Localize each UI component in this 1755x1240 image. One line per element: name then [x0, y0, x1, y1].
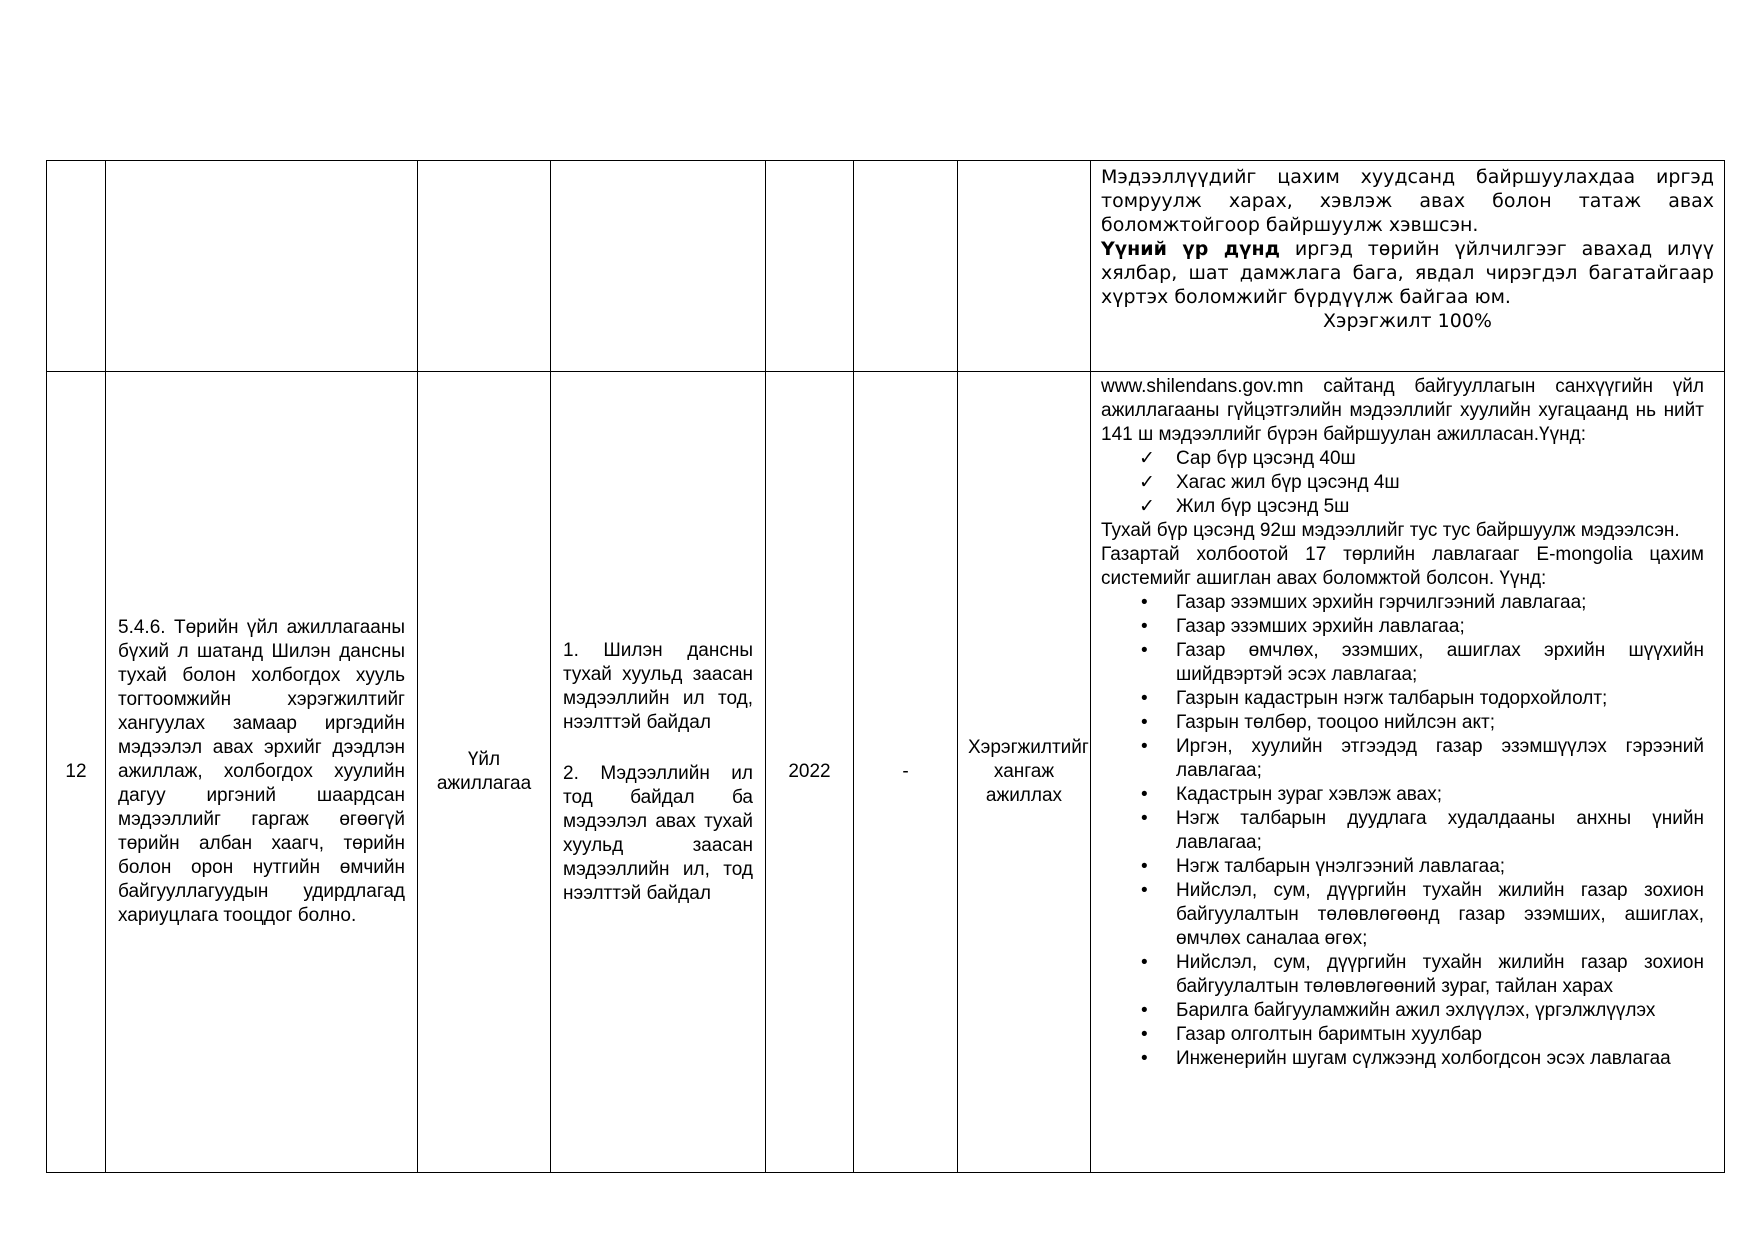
list-item: • Газар өмчлөх, эзэмших, ашиглах эрхийн шүүхийн шийдвэртэй эсэх лавлагаа; — [1141, 640, 1704, 685]
list-item: • Инженерийн шугам сүлжээнд холбогдсон эсэх лавлагаа — [1141, 1048, 1671, 1069]
list-item: • Нэгж талбарын дуудлага худалдааны анхны үнийн лавлагаа; — [1141, 808, 1704, 853]
criteria-2: 2. Мэдээллийн ил тод байдал ба мэдээлэл авах тухай хуульд заасан мэдээллийн ил, тод нээлттэй байдал — [563, 762, 753, 904]
table-row-previous — [47, 161, 1725, 372]
list-item: • Газар эзэмших эрхийн гэрчилгээний лавлагаа; — [1141, 592, 1587, 613]
cell-number-empty — [47, 161, 106, 372]
cell-type: Үйл ажиллагаа — [418, 372, 551, 1173]
list-item: ✓ Жил бүр цэсэнд 5ш — [1139, 496, 1350, 517]
status-text: Хэрэгжилт 100% — [1323, 310, 1492, 332]
list-item: ✓ Хагас жил бүр цэсэнд 4ш — [1139, 472, 1400, 493]
bullet-icon: • — [1141, 784, 1148, 805]
cell-report-previous — [1091, 161, 1725, 372]
report-paragraph: Мэдээллүүдийг цахим хуудсанд байршуулахдаа иргэд томруулж харах, хэвлэж авах болон татаж авах боломжтойгоор байршуулж хэвшсэн. — [1101, 166, 1714, 236]
list-item: • Газар олголтын баримтын хуулбар — [1141, 1024, 1482, 1045]
table-row-12 — [47, 372, 1725, 1173]
cell-number: 12 — [47, 372, 106, 1173]
cell-measure: 5.4.6. Төрийн үйл ажиллагааны бүхий л шатанд Шилэн дансны тухай болон холбогдох хууль тогтоомжийн хэрэгжилтийг хангуулах замаар иргэдийн мэдээлэл авах эрхийг дээдлэн ажиллаж, холбогдох хуулийн дагуу иргэний шаардсан мэдээллийг гаргаж өгөөгүй төрийн албан хаагч, төрийн болон орон нутгийн өмчийн байгууллагуудын удирдлагад хариуцлага тооцдог болно. — [106, 372, 418, 1173]
cell-budget: - — [854, 372, 958, 1173]
bullet-icon: • — [1141, 688, 1148, 709]
list-item: • Газрын кадастрын нэгж талбарын тодорхойлолт; — [1141, 688, 1608, 709]
check-icon: ✓ — [1139, 448, 1155, 469]
check-list — [1101, 447, 1704, 519]
bullet-icon: • — [1141, 640, 1148, 661]
cell-budget-empty — [854, 161, 958, 372]
bullet-icon: • — [1141, 616, 1148, 637]
list-item: • Иргэн, хуулийн этгээдэд газар эзэмшүүлэх гэрээний лавлагаа; — [1141, 736, 1704, 781]
cell-year-empty — [766, 161, 854, 372]
bullet-icon: • — [1141, 856, 1148, 877]
bullet-icon: • — [1141, 952, 1148, 973]
cell-measure-empty — [106, 161, 418, 372]
report-paragraph-2: Тухай бүр цэсэнд 92ш мэдээллийг тус тус байршуулж мэдээлсэн. — [1101, 520, 1680, 541]
bullet-icon: • — [1141, 592, 1148, 613]
result-label: Үүний үр дүнд — [1101, 238, 1280, 260]
check-icon: ✓ — [1139, 496, 1155, 517]
list-item: • Барилга байгууламжийн ажил эхлүүлэх, үргэлжлүүлэх — [1141, 1000, 1656, 1021]
result-paragraph — [1101, 237, 1714, 309]
report-paragraph-3: Газартай холбоотой 17 төрлийн лавлагааг E-mongolia цахим системийг ашиглан авах боломжтой болсон. Үүнд: — [1101, 544, 1704, 589]
bullet-list — [1101, 591, 1704, 1071]
bullet-icon: • — [1141, 1024, 1148, 1045]
report-table — [46, 160, 1725, 1173]
bullet-icon: • — [1141, 712, 1148, 733]
bullet-icon: • — [1141, 736, 1148, 757]
list-item: • Газрын төлбөр, тооцоо нийлсэн акт; — [1141, 712, 1495, 733]
list-item: • Нийслэл, сум, дүүргийн тухайн жилийн газар зохион байгуулалтын төлөвлөгөөний зураг, тайлан харах — [1141, 952, 1704, 997]
list-item: ✓ Сар бүр цэсэнд 40ш — [1139, 448, 1356, 469]
cell-criteria-empty — [551, 161, 766, 372]
list-item: • Кадастрын зураг хэвлэж авах; — [1141, 784, 1443, 805]
bullet-icon: • — [1141, 1048, 1148, 1069]
cell-responsible-empty — [958, 161, 1091, 372]
cell-responsible: Хэрэгжилтийг хангаж ажиллах — [958, 372, 1091, 1173]
criteria-1: 1. Шилэн дансны тухай хуульд заасан мэдээллийн ил тод, нээлттэй байдал — [563, 639, 753, 733]
list-item: • Газар эзэмших эрхийн лавлагаа; — [1141, 616, 1465, 637]
bullet-icon: • — [1141, 880, 1148, 901]
bullet-icon: • — [1141, 1000, 1148, 1021]
bullet-icon: • — [1141, 808, 1148, 829]
cell-year: 2022 — [766, 372, 854, 1173]
cell-criteria — [551, 372, 766, 1173]
report-intro: www.shilendans.gov.mn сайтанд байгууллагын санхүүгийн үйл ажиллагааны гүйцэтгэлийн мэдээллийг хуулийн хугацаанд нь нийт 141 ш мэдээллийг бүрэн байршуулан ажилласан.Үүнд: — [1101, 376, 1704, 445]
list-item: • Нэгж талбарын үнэлгээний лавлагаа; — [1141, 856, 1506, 877]
result-text: иргэд төрийн үйлчилгээг авахад илүү хялбар, шат дамжлага бага, явдал чирэгдэл багатайгаар хүртэх боломжийг бүрдүүлж байгаа юм. — [1101, 238, 1714, 308]
cell-type-empty — [418, 161, 551, 372]
cell-report — [1091, 372, 1725, 1173]
check-icon: ✓ — [1139, 472, 1155, 493]
list-item: • Нийслэл, сум, дүүргийн тухайн жилийн газар зохион байгуулалтын төлөвлөгөөнд газар эзэмших, ашиглах, өмчлөх саналаа өгөх; — [1141, 880, 1704, 949]
